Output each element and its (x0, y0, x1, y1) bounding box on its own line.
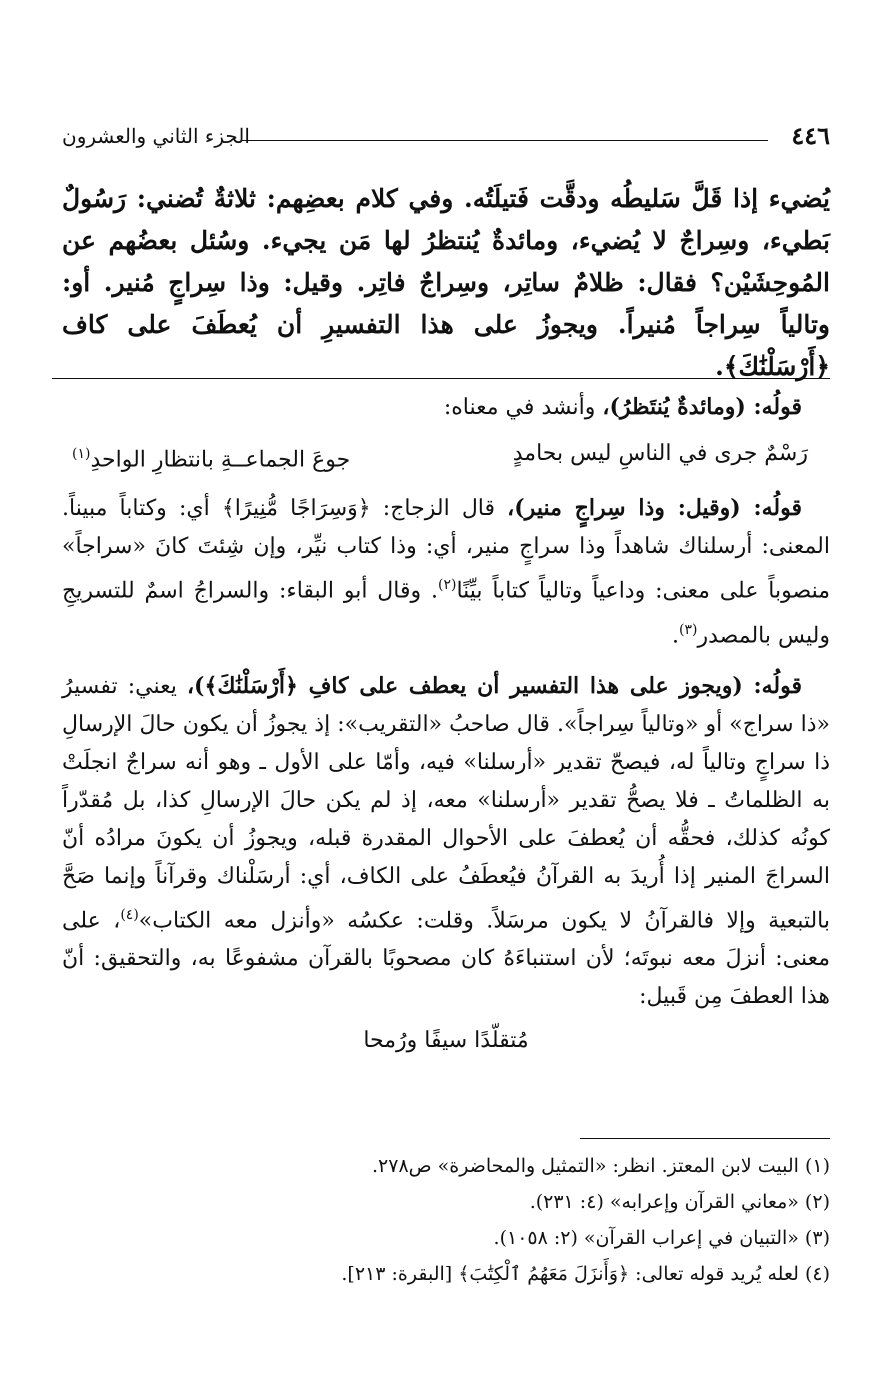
main-text: يُضيء إذا قَلَّ سَليطُه ودقَّت فَتيلَتُه. وفي كلام بعضِهم: ثلاثةٌ تُضني: رَسُولٌ بَطيء، وسِراجٌ لا يُضيء، ومائدةٌ يُنتظرُ لها مَن يجيء. وسُئل بعضُهم عن المُوحِشَيْن؟ فقال: ظلامٌ ساتِر، وسِراجٌ فاتِر. وقيل: وذا سِراجٍ مُنير. أو: وتالياً سِراجاً مُنيراً. ويجوزُ على هذا التفسيرِ أن يُعطَفَ على كاف ﴿أَرْسَلْنَٰكَ﴾. (62, 184, 830, 381)
verse-hemistich-left: جوعَ الجماعــةِ بانتظارِ الواحدِ$^{(١)}$ (72, 446, 351, 473)
footnote-3: (٣) «التبيان في إعراب القرآن» (٢: ١٠٥٨). (493, 1227, 830, 1249)
main-text-divider (52, 378, 830, 379)
footnote-ref: (١) (72, 446, 91, 462)
running-header (62, 118, 830, 154)
book-page (62, 0, 830, 1393)
commentary-lead: قولُه: (ومائدةٌ يُنتَظرُ)، (602, 394, 802, 420)
commentary-text: يعني: تفسيرُ «ذا سراج» أو «وتالياً سِراجاً». قال صاحبُ «التقريب»: إذ يجوزُ أن يكون حالَ الإرسالِ ذا سراجٍ وتالياً له، فيصحّ تقدير «أرسلنا» فيه، وأمّا على الأول ـ وهو أنه سراجٌ انجلَتْ به الظلماتُ ـ فلا يصحُّ تقدير «أرسلنا» معه، إذ لم يكن حالَ الإرسالِ كذا، بل مُقدّراً كونُه كذلك، فحقُّه أن يُعطفَ على الأحوال المقدرة قبله، ويجوزُ أن يكونَ مرادُه أنّ السراجَ المنير إذا أُريدَ به القرآنُ فيُعطَفُ على الكاف، أي: أرسَلْناك وقرآناً وإنما صَحَّ بالتبعية وإلا فالقرآنُ لا يكون مرسَلاً. وقلت: عكسُه «وأنزل معه الكتاب» (62, 673, 831, 934)
page-number: ٤٤٦ (791, 121, 830, 150)
header-title: الجزء الثاني والعشرون (62, 124, 250, 148)
commentary-lead: قولُه: (ويجوز على هذا التفسير أن يعطف على كافِ ﴿أَرْسَلْنَٰكَ﴾)، (186, 672, 802, 699)
footnote-ref: (٤) (120, 906, 139, 923)
footnote-1: (١) البيت لابن المعتز. انظر: «التمثيل والمحاضرة» ص٢٧٨. (371, 1155, 830, 1177)
footnote-2: (٢) «معاني القرآن وإعرابه» (٤: ٢٣١). (529, 1191, 830, 1213)
commentary-text: ، على معنى: أنزلَ معه نبوتَه؛ لأن استنباءَهُ كان مصحوبًا بالقرآن مشفوعًا به، والتحقيق: أنّ هذا العطفَ مِن قَبيل: (62, 908, 830, 1010)
footnote-ref: (٢) (437, 577, 457, 594)
header-rule (242, 140, 768, 141)
commentary-paragraph-2: قولُه: (وقيل: وذا سِراجٍ منير)، قال الزجاج: ﴿وَسِرَاجًا مُّنِيرًا﴾ أي: وكتاباً مبيناً. المعنى: أرسلناك شاهداً وذا سراجٍ منير، أي: وذا كتاب نيِّر، وإن شِئتَ كانَ «سراجاً» منصوباً على معنى: وداعياً وتالياً كتاباً بيِّنًا$^{(٢)}$. وقال أبو البقاء: والسراجُ اسمٌ للتسريجِ وليس بالمصدر$^{(٣)}$. (62, 495, 830, 648)
commentary-text: قال الزجاج: ﴿وَسِرَاجًا مُّنِيرًا﴾ أي: وكتاباً مبيناً. المعنى: أرسلناك شاهداً وذا سراجٍ منير، أي: وذا كتاب نيِّر، وإن شِئتَ كانَ «سراجاً» منصوباً على معنى: وداعياً وتالياً كتاباً بيِّنًا (62, 496, 830, 604)
poem-line: مُتقلّدًا سيفًا ورُمحا (363, 1028, 529, 1054)
commentary-text: وأنشد في معناه: (443, 395, 603, 420)
commentary-paragraph-3 (62, 667, 830, 1016)
footnotes (62, 1148, 830, 1292)
commentary-text: . وقال أبو البقاء: والسراجُ اسمٌ للتسريجِ وليس بالمصدر (62, 578, 830, 648)
verse-hemistich-right: رَسْمٌ جرى في الناسِ ليس بحامدٍ (512, 441, 808, 466)
footnote-divider (580, 1138, 830, 1139)
footnote-ref: (٣) (679, 621, 698, 638)
commentary-paragraph-1 (62, 388, 830, 427)
footnote-4: (٤) لعله يُريد قوله تعالى: ﴿وَأَنزَلَ مَعَهُمُ ٱلْكِتَٰبَ﴾ [البقرة: ٢١٣]. (341, 1263, 830, 1285)
verse-line (62, 435, 830, 479)
commentary-lead: قولُه: (وقيل: وذا سِراجٍ منير)، (507, 495, 802, 522)
commentary (62, 388, 830, 1066)
